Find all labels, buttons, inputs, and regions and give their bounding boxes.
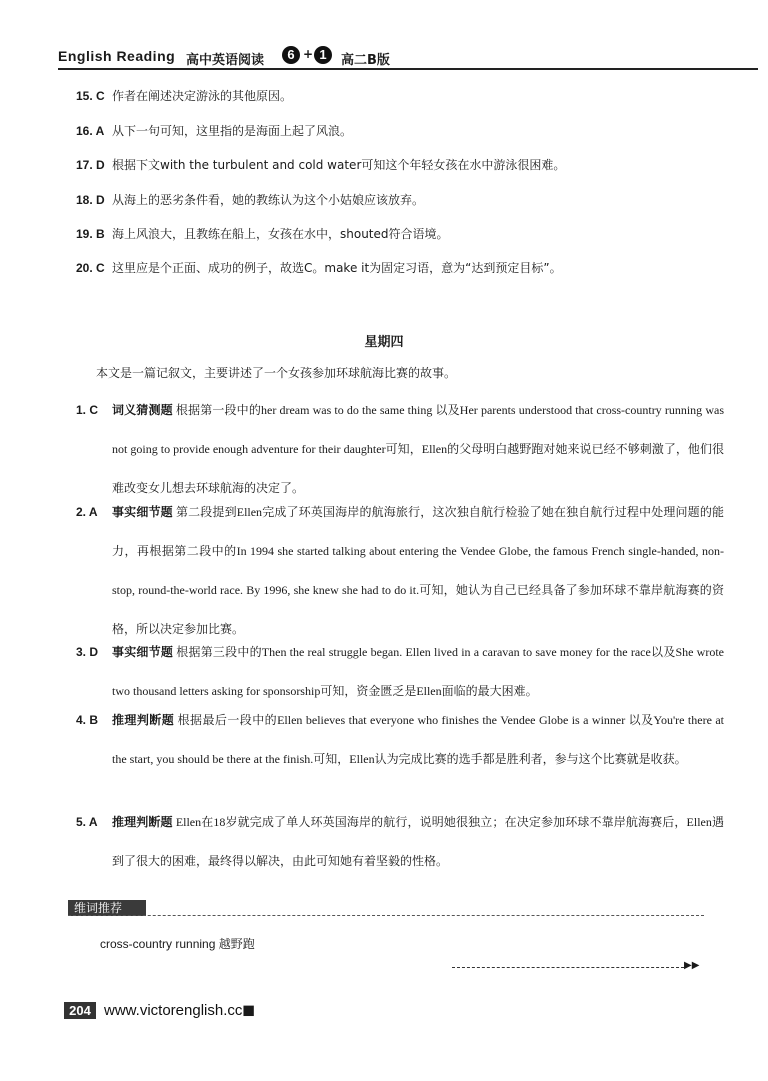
section-intro: 本文是一篇记叙文，主要讲述了一个女孩参加环球航海比赛的故事。 bbox=[96, 366, 457, 380]
answer-text: 根据下文with the turbulent and cold water可知这个年轻女孩在水中游泳很困难。 bbox=[112, 158, 566, 172]
question-type-tag: 事实细节题 bbox=[112, 505, 173, 519]
vocab-heading: 维词推荐 bbox=[68, 900, 146, 916]
question-item bbox=[76, 493, 724, 649]
question-number: 1. C bbox=[76, 403, 99, 417]
answer-text: 这里应是个正面、成功的例子，故选C。make it为固定习语，意为“达到预定目标”。 bbox=[112, 261, 562, 275]
footer-url: www.victorenglish.cc bbox=[104, 1002, 243, 1019]
dashed-leader bbox=[452, 967, 684, 968]
question-number: 5. A bbox=[76, 815, 98, 829]
question-type-tag: 推理判断题 bbox=[112, 713, 175, 727]
book-icon: ◼ bbox=[242, 1000, 256, 1019]
question-item bbox=[76, 391, 724, 508]
question-item bbox=[76, 701, 724, 779]
answer-number: 17. D bbox=[76, 158, 105, 172]
badge-six: 6 bbox=[282, 46, 300, 64]
answer-item bbox=[76, 157, 565, 173]
question-number: 4. B bbox=[76, 713, 99, 727]
answer-number: 16. A bbox=[76, 124, 105, 138]
page-number: 204 bbox=[64, 1002, 96, 1019]
answer-item bbox=[76, 123, 352, 139]
vocab-divider bbox=[68, 915, 704, 916]
answer-number: 19. B bbox=[76, 227, 105, 241]
question-number: 3. D bbox=[76, 645, 99, 659]
header-rule bbox=[58, 68, 758, 70]
question-type-tag: 词义猜测题 bbox=[112, 403, 173, 417]
answer-number: 20. C bbox=[76, 261, 105, 275]
answer-item bbox=[76, 192, 424, 208]
vocab-item: cross-country running 越野跑 bbox=[100, 937, 255, 951]
answer-text: 作者在阐述决定游泳的其他原因。 bbox=[112, 89, 293, 103]
badge-plus: + bbox=[303, 47, 314, 61]
question-explanation: 第二段提到Ellen完成了环英国海岸的航海旅行，这次独自航行检验了她在独自航行过程中处理问题的能力，再根据第二段中的In 1994 she started talking about entering the Vendee Globe, the famous French single-handed, non-stop, round-the-world race. By 1996, she knew she had to do it.可知，她认为自己已经具备了参加环球不靠岸航海赛的资格，所以决定参加比赛。 bbox=[112, 505, 724, 636]
page-header bbox=[58, 44, 758, 72]
question-item bbox=[76, 633, 724, 711]
question-item bbox=[76, 803, 724, 881]
answer-item bbox=[76, 260, 562, 276]
book-title: 高中英语阅读 bbox=[186, 53, 265, 68]
question-explanation: 根据第一段中的her dream was to do the same thing 以及Her parents understood that cross-country running was not going to provide enough adventure for their daughter可知，Ellen的父母明白越野跑对她来说已经不够刺激了，他们很难改变女儿想去环球航海的决定了。 bbox=[112, 403, 724, 495]
answer-text: 海上风浪大，且教练在船上，女孩在水中，shouted符合语境。 bbox=[112, 227, 449, 241]
answer-item bbox=[76, 88, 292, 104]
double-arrow-icon: ▶▶ bbox=[684, 960, 700, 971]
answer-text: 从下一句可知，这里指的是海面上起了风浪。 bbox=[112, 124, 353, 138]
badge-one: 1 bbox=[314, 46, 332, 64]
question-number: 2. A bbox=[76, 505, 98, 519]
question-type-tag: 事实细节题 bbox=[112, 645, 174, 659]
question-explanation: 根据第三段中的Then the real struggle began. Ellen lived in a caravan to save money for the race以及She wrote two thousand letters asking for sponsorship可知，资金匮乏是Ellen面临的最大困难。 bbox=[112, 645, 724, 698]
answer-text: 从海上的恶劣条件看，她的教练认为这个小姑娘应该放弃。 bbox=[112, 193, 425, 207]
answer-number: 18. D bbox=[76, 193, 105, 207]
question-type-tag: 推理判断题 bbox=[112, 815, 173, 829]
answer-item bbox=[76, 226, 449, 242]
question-explanation: 根据最后一段中的Ellen believes that everyone who finishes the Vendee Globe is a winner 以及You're there at the start, you should be there at the finish.可知，Ellen认为完成比赛的选手都是胜利者，参与这个比赛就是收获。 bbox=[112, 713, 724, 766]
edition-label: 高二B版 bbox=[341, 53, 390, 68]
answer-number: 15. C bbox=[76, 89, 105, 103]
question-explanation: Ellen在18岁就完成了单人环英国海岸的航行，说明她很独立；在决定参加环球不靠岸航海赛后，Ellen遇到了很大的困难，最终得以解决，由此可知她有着坚毅的性格。 bbox=[112, 815, 725, 868]
section-title: 星期四 bbox=[364, 335, 404, 350]
brand-title: English Reading bbox=[58, 48, 176, 64]
